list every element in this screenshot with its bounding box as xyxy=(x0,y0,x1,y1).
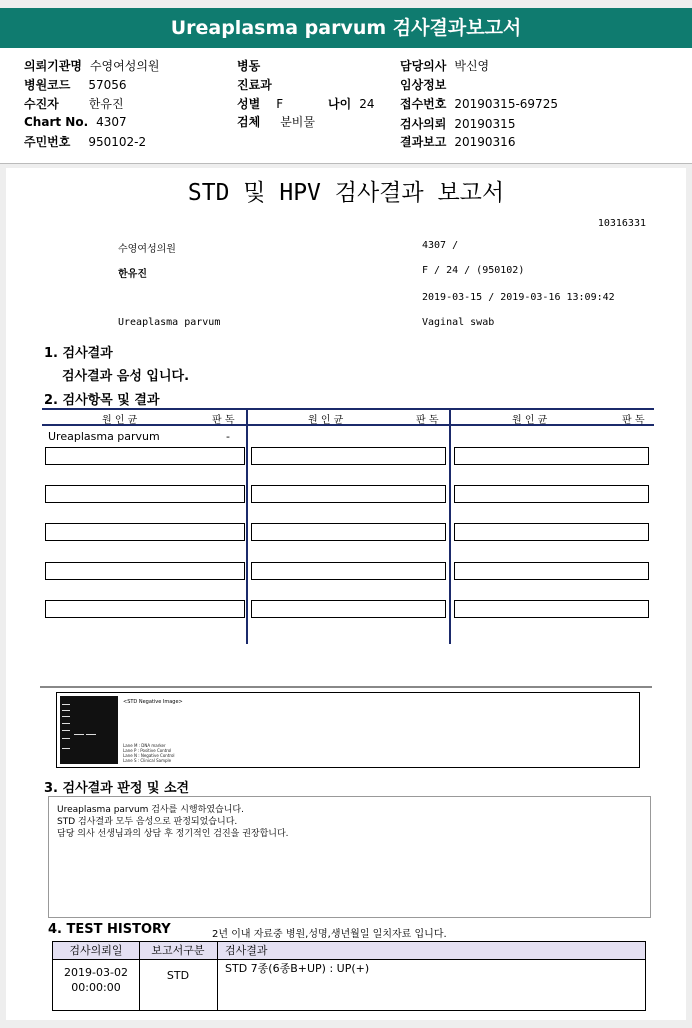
report-code: 10316331 xyxy=(597,218,646,229)
remark-line: Ureaplasma parvum 검사를 시행하였습니다. xyxy=(57,805,244,815)
result-box xyxy=(454,600,649,618)
gel-legend-item: Lane N : Negative Control xyxy=(123,753,175,758)
result-box xyxy=(454,523,649,541)
info-clinical-info: 임상정보 xyxy=(400,78,447,92)
history-date: 2019-03-02 xyxy=(64,966,128,979)
report-specimen: Vaginal swab xyxy=(422,317,495,328)
info-age: 나이 24 xyxy=(328,97,375,111)
history-note: 2년 이내 자료중 병원,성명,생년월일 일치자료 입니다. xyxy=(212,929,447,940)
result-box xyxy=(454,447,649,465)
report-chart: 4307 / xyxy=(422,240,459,251)
remarks-box xyxy=(48,796,651,918)
col-organism-2: 원 인 균 xyxy=(308,415,344,426)
grid-divider-1 xyxy=(246,408,248,644)
section2-heading: 2. 검사항목 및 결과 xyxy=(44,393,160,408)
info-ward: 병동 xyxy=(237,59,261,73)
info-sex: 성별 F xyxy=(237,97,284,111)
col-result-2: 판 독 xyxy=(416,415,439,426)
result-box xyxy=(251,600,446,618)
section4-heading: 4. TEST HISTORY xyxy=(48,922,171,937)
gel-electrophoresis-image xyxy=(60,696,118,764)
result-box xyxy=(45,600,245,618)
result-box xyxy=(251,562,446,580)
result-box xyxy=(251,485,446,503)
info-doctor: 담당의사 박신영 xyxy=(400,59,490,73)
history-col-type: 보고서구분 xyxy=(151,944,205,957)
col-organism-1: 원 인 균 xyxy=(102,415,138,426)
remark-line: STD 검사결과 모두 음성으로 판정되었습니다. xyxy=(57,817,238,827)
gel-legend-item: Lane M : DNA marker xyxy=(123,743,166,748)
result-box xyxy=(454,562,649,580)
history-result: STD 7종(6종B+UP) : UP(+) xyxy=(225,962,370,975)
result-box xyxy=(454,485,649,503)
report-sex-age: F / 24 / (950102) xyxy=(422,265,525,276)
info-hospital-code: 병원코드 57056 xyxy=(24,78,127,92)
history-table xyxy=(52,941,646,1011)
info-receipt-no: 접수번호 20190315-69725 xyxy=(400,97,558,111)
report-dates: 2019-03-15 / 2019-03-16 13:09:42 xyxy=(422,292,615,303)
info-department: 진료과 xyxy=(237,78,272,92)
result-grid-header xyxy=(42,408,654,426)
info-specimen: 검체 분비물 xyxy=(237,115,315,129)
col-result-1: 판 독 xyxy=(212,415,235,426)
report-paper xyxy=(6,168,686,1020)
history-type: STD xyxy=(166,969,190,982)
grid-divider-2 xyxy=(449,408,451,644)
result-organism: Ureaplasma parvum xyxy=(48,430,160,443)
result-box xyxy=(251,523,446,541)
report-title: STD 및 HPV 검사결과 보고서 xyxy=(187,180,505,206)
section-divider xyxy=(40,686,652,688)
info-report-date: 결과보고 20190316 xyxy=(400,135,516,149)
result-box xyxy=(251,447,446,465)
section3-heading: 3. 검사결과 판정 및 소견 xyxy=(44,781,190,796)
report-banner: Ureaplasma parvum 검사결과보고서 xyxy=(0,8,692,48)
history-time: 00:00:00 xyxy=(71,981,121,994)
info-hospital-name: 의뢰기관명 수영여성의원 xyxy=(24,59,160,73)
section1-heading: 1. 검사결과 xyxy=(44,346,113,361)
gel-image-panel xyxy=(56,692,640,768)
result-value: - xyxy=(226,430,230,443)
result-box xyxy=(45,562,245,580)
info-resident-no: 주민번호 950102-2 xyxy=(24,135,147,149)
info-chart-no: Chart No. 4307 xyxy=(24,115,127,129)
section1-summary: 검사결과 음성 입니다. xyxy=(62,369,190,384)
gel-legend-item: Lane P : Positive Control xyxy=(123,748,172,753)
info-patient-name: 수진자 한유진 xyxy=(24,97,124,111)
remark-line: 담당 의사 선생님과의 상담 후 정기적인 검진을 권장합니다. xyxy=(57,829,289,839)
patient-info-panel xyxy=(0,48,692,164)
gel-label: <STD Negative Image> xyxy=(123,699,183,705)
gel-legend-item: Lane S : Clinical Sample xyxy=(123,758,172,763)
report-patient: 한유진 xyxy=(118,269,147,280)
result-box xyxy=(45,523,245,541)
result-box xyxy=(45,447,245,465)
history-divider xyxy=(217,942,218,1010)
report-test: Ureaplasma parvum xyxy=(118,317,221,328)
col-result-3: 판 독 xyxy=(622,415,645,426)
report-clinic: 수영여성의원 xyxy=(118,244,176,255)
history-col-date: 검사의뢰일 xyxy=(69,944,123,957)
result-box xyxy=(45,485,245,503)
info-request-date: 검사의뢰 20190315 xyxy=(400,117,516,131)
col-organism-3: 원 인 균 xyxy=(512,415,548,426)
history-col-result: 검사결과 xyxy=(225,944,268,957)
